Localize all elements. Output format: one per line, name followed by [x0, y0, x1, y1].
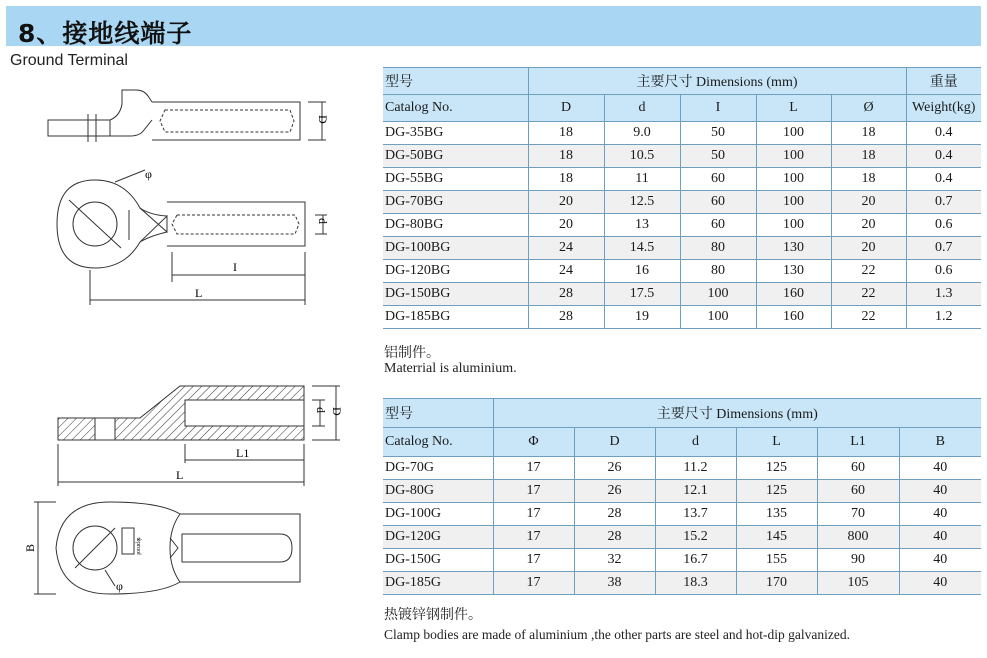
weight-cell: 0.4: [906, 145, 981, 168]
dimension-cell: 18: [528, 145, 604, 168]
dim-phi-label: φ: [145, 167, 152, 181]
table1-dimensions-header: 主要尺寸 Dimensions (mm): [528, 68, 906, 95]
catalog-cell: DG-185BG: [383, 306, 528, 329]
dim-I-label: I: [233, 260, 237, 274]
weight-cell: 0.7: [906, 237, 981, 260]
stamp-label: ※proof: [135, 537, 141, 556]
catalog-cell: DG-35BG: [383, 122, 528, 145]
catalog-cell: DG-100G: [383, 503, 493, 526]
dim-phi2-label: φ: [116, 579, 123, 593]
table-row: [383, 526, 981, 549]
table1-weight-en: Weight(kg): [906, 95, 981, 122]
dimension-cell: 28: [574, 526, 655, 549]
dimension-cell: 17: [493, 480, 574, 503]
dimension-cell: 125: [736, 457, 817, 480]
aluminium-terminal-spec-table: [383, 67, 981, 329]
dimension-cell: 40: [899, 480, 981, 503]
table-row: [383, 168, 981, 191]
table1-catalog-en: Catalog No.: [383, 95, 528, 122]
weight-cell: 1.2: [906, 306, 981, 329]
weight-cell: 0.4: [906, 122, 981, 145]
table2-col-header: Φ: [493, 428, 574, 457]
dimension-cell: 125: [736, 480, 817, 503]
catalog-cell: DG-185G: [383, 572, 493, 595]
weight-cell: 1.3: [906, 283, 981, 306]
dimension-cell: 26: [574, 457, 655, 480]
table2-note-en: Clamp bodies are made of aluminium ,the other parts are steel and hot-dip galvanized.: [384, 627, 850, 642]
table1-col-header: d: [604, 95, 680, 122]
dimension-cell: 40: [899, 549, 981, 572]
dimension-cell: 10.5: [604, 145, 680, 168]
table-row: [383, 457, 981, 480]
terminal-top-view-drawing: [45, 160, 345, 310]
table2-note-cn: 热镀锌钢制件。: [384, 608, 482, 623]
dimension-cell: 80: [680, 237, 756, 260]
table1-col-header: L: [756, 95, 831, 122]
dim-D-label: D: [316, 115, 330, 124]
dimension-cell: 20: [528, 191, 604, 214]
table-row: [383, 549, 981, 572]
table-row: [383, 122, 981, 145]
dimension-cell: 14.5: [604, 237, 680, 260]
dimension-cell: 17: [493, 503, 574, 526]
terminal-side-view-drawing: [40, 80, 340, 150]
dimension-cell: 40: [899, 572, 981, 595]
table-row: [383, 503, 981, 526]
section-subtitle: Ground Terminal: [10, 52, 128, 69]
table-row: [383, 145, 981, 168]
dimension-cell: 26: [574, 480, 655, 503]
dimension-cell: 80: [680, 260, 756, 283]
catalog-cell: DG-80G: [383, 480, 493, 503]
dimension-cell: 18: [831, 168, 906, 191]
dimension-cell: 32: [574, 549, 655, 572]
dimension-cell: 160: [756, 306, 831, 329]
table2-col-header: L: [736, 428, 817, 457]
dimension-cell: 60: [817, 457, 899, 480]
table1-body: [383, 68, 981, 329]
dimension-cell: 100: [756, 168, 831, 191]
dimension-cell: 155: [736, 549, 817, 572]
dim-d2-label: d: [314, 407, 328, 413]
table-row: [383, 480, 981, 503]
dimension-cell: 28: [528, 306, 604, 329]
dimension-cell: 60: [680, 191, 756, 214]
dimension-cell: 70: [817, 503, 899, 526]
dimension-cell: 17: [493, 526, 574, 549]
catalog-cell: DG-55BG: [383, 168, 528, 191]
dimension-cell: 130: [756, 237, 831, 260]
dimension-cell: 18: [831, 145, 906, 168]
dimension-cell: 135: [736, 503, 817, 526]
dimension-cell: 18.3: [655, 572, 736, 595]
table1-note-cn: 铝制件。: [384, 346, 440, 361]
dim-D2-label: D: [330, 407, 344, 416]
dimension-cell: 15.2: [655, 526, 736, 549]
dimension-cell: 13: [604, 214, 680, 237]
table2-col-header: d: [655, 428, 736, 457]
dimension-cell: 28: [528, 283, 604, 306]
dim-B-label: B: [23, 543, 37, 552]
dimension-cell: 20: [831, 191, 906, 214]
table2-dimensions-header: 主要尺寸 Dimensions (mm): [493, 399, 981, 428]
dimension-cell: 40: [899, 457, 981, 480]
catalog-cell: DG-80BG: [383, 214, 528, 237]
dim-L-label: L: [195, 286, 203, 300]
dimension-cell: 11.2: [655, 457, 736, 480]
table-row: [383, 191, 981, 214]
dimension-cell: 16.7: [655, 549, 736, 572]
dimension-cell: 20: [831, 237, 906, 260]
dimension-cell: 38: [574, 572, 655, 595]
dimension-cell: 100: [680, 283, 756, 306]
dimension-cell: 100: [756, 122, 831, 145]
dimension-cell: 105: [817, 572, 899, 595]
table-row: [383, 237, 981, 260]
catalog-cell: DG-70G: [383, 457, 493, 480]
dimension-cell: 50: [680, 145, 756, 168]
dimension-cell: 22: [831, 283, 906, 306]
dimension-cell: 22: [831, 306, 906, 329]
catalog-cell: DG-100BG: [383, 237, 528, 260]
table2-body: [383, 399, 981, 595]
dimension-cell: 28: [574, 503, 655, 526]
catalog-cell: DG-120BG: [383, 260, 528, 283]
table1-col-header: D: [528, 95, 604, 122]
dimension-cell: 60: [817, 480, 899, 503]
table2-catalog-cn: 型号: [383, 399, 493, 428]
weight-cell: 0.4: [906, 168, 981, 191]
dimension-cell: 130: [756, 260, 831, 283]
dimension-cell: 160: [756, 283, 831, 306]
dimension-cell: 60: [680, 168, 756, 191]
dimension-cell: 20: [528, 214, 604, 237]
catalog-cell: DG-150G: [383, 549, 493, 572]
dimension-cell: 19: [604, 306, 680, 329]
catalog-cell: DG-150BG: [383, 283, 528, 306]
dimension-cell: 100: [680, 306, 756, 329]
table2-col-header: D: [574, 428, 655, 457]
catalog-cell: DG-50BG: [383, 145, 528, 168]
dimension-cell: 17: [493, 572, 574, 595]
dimension-cell: 9.0: [604, 122, 680, 145]
table-row: [383, 260, 981, 283]
table2-catalog-en: Catalog No.: [383, 428, 493, 457]
dimension-cell: 40: [899, 503, 981, 526]
dimension-cell: 18: [831, 122, 906, 145]
weight-cell: 0.6: [906, 260, 981, 283]
dimension-cell: 100: [756, 191, 831, 214]
steel-terminal-section-drawing: [40, 378, 360, 488]
dimension-cell: 18: [528, 122, 604, 145]
dimension-cell: 24: [528, 260, 604, 283]
dimension-cell: 11: [604, 168, 680, 191]
table2-col-header: L1: [817, 428, 899, 457]
dimension-cell: 16: [604, 260, 680, 283]
dimension-cell: 145: [736, 526, 817, 549]
dim-L1-label: L1: [236, 446, 250, 460]
dimension-cell: 17.5: [604, 283, 680, 306]
section-header-bar: [6, 6, 981, 46]
dimension-cell: 60: [680, 214, 756, 237]
dimension-cell: 24: [528, 237, 604, 260]
dimension-cell: 100: [756, 145, 831, 168]
dimension-cell: 18: [528, 168, 604, 191]
dimension-cell: 800: [817, 526, 899, 549]
dimension-cell: 100: [756, 214, 831, 237]
table1-col-header: I: [680, 95, 756, 122]
dimension-cell: 12.1: [655, 480, 736, 503]
dimension-cell: 50: [680, 122, 756, 145]
table1-weight-cn: 重量: [906, 68, 981, 95]
table-row: [383, 214, 981, 237]
table1-col-header: Ø: [831, 95, 906, 122]
table2-col-header: B: [899, 428, 981, 457]
section-title: 8、接地线端子: [18, 19, 193, 48]
dimension-cell: 40: [899, 526, 981, 549]
dimension-cell: 17: [493, 457, 574, 480]
steel-terminal-spec-table: [383, 398, 981, 595]
dimension-cell: 17: [493, 549, 574, 572]
table1-note-en: Materrial is aluminium.: [384, 361, 517, 376]
dim-d-label: d: [316, 218, 330, 224]
table-row: [383, 283, 981, 306]
dim-L2-label: L: [176, 468, 184, 482]
catalog-cell: DG-70BG: [383, 191, 528, 214]
dimension-cell: 170: [736, 572, 817, 595]
steel-terminal-top-drawing: [20, 498, 320, 598]
dimension-cell: 90: [817, 549, 899, 572]
weight-cell: 0.6: [906, 214, 981, 237]
dimension-cell: 12.5: [604, 191, 680, 214]
weight-cell: 0.7: [906, 191, 981, 214]
dimension-cell: 20: [831, 214, 906, 237]
dimension-cell: 22: [831, 260, 906, 283]
table-row: [383, 572, 981, 595]
table1-catalog-cn: 型号: [383, 68, 528, 95]
table-row: [383, 306, 981, 329]
dimension-cell: 13.7: [655, 503, 736, 526]
catalog-cell: DG-120G: [383, 526, 493, 549]
